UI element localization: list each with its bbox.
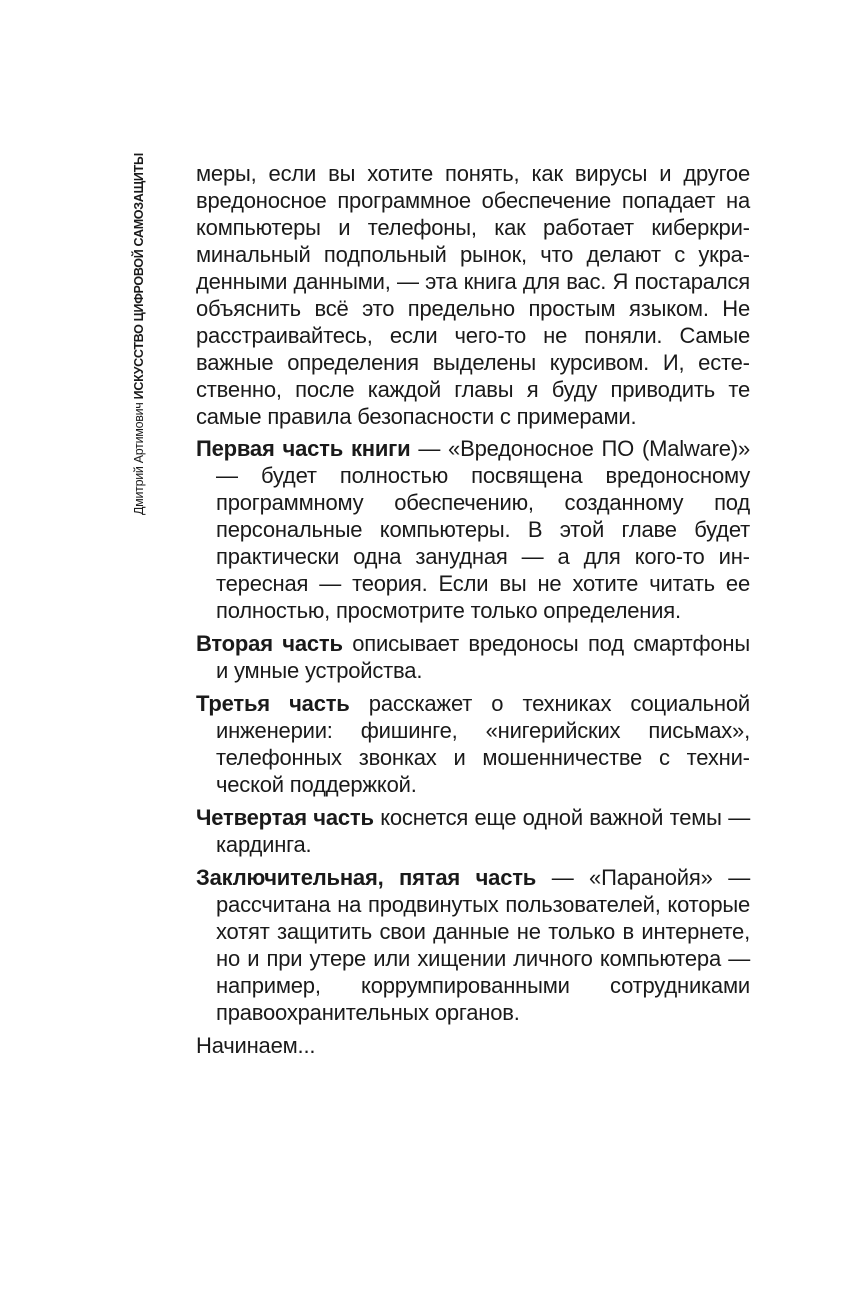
part-four-text: коснется еще одной важной темы — кардинга.	[216, 805, 750, 857]
part-three-paragraph	[196, 690, 750, 798]
part-four-paragraph	[196, 804, 750, 858]
part-one-text: — «Вредоносное ПО (Malware)» — будет полностью посвящена вредоносному программному обеспечению, созданному под персональные компьютеры. В этой главе будет практически одна занудная — а для кого-то интересная — теория. Если вы не хотите читать ее полностью, просмотрите только определения.	[216, 436, 750, 623]
part-two-title: Вторая часть	[196, 631, 343, 656]
part-two-text: описывает вредоносы под смартфоны и умные устройства.	[216, 631, 750, 683]
page-body	[196, 160, 750, 1059]
part-four-title: Четвертая часть	[196, 805, 374, 830]
part-three-title: Третья часть	[196, 691, 350, 716]
part-three-text: расскажет о техниках социальной инженерии: фишинге, «нигерийских письмах», телефонных звонках и мошенничестве с технической поддержкой.	[216, 691, 751, 797]
closing-line: Начинаем...	[196, 1033, 316, 1058]
part-one-paragraph	[196, 435, 750, 624]
intro-paragraph: меры, если вы хотите понять, как вирусы и другое вредоносное программное обеспечение попадает на компьютеры и телефоны, как работает киберкриминальный подпольный рынок, что делают с украденными данными, — эта книга для вас. Я постарался объяснить всё это предельно простым языком. Не расстраивайтесь, если чего-то не поняли. Самые важные определения выделены курсивом. И, естественно, после каждой главы я буду приводить те самые правила безопасности с примерами.	[196, 161, 750, 429]
running-head-author: Дмитрий Артимович	[132, 402, 146, 515]
running-head-book-title: ИСКУССТВО ЦИФРОВОЙ САМОЗАЩИТЫ	[132, 153, 146, 400]
running-head	[129, 155, 149, 515]
part-two-paragraph	[196, 630, 750, 684]
part-one-title: Первая часть книги	[196, 436, 411, 461]
part-five-text: — «Паранойя» — рассчитана на продвинутых пользователей, которые хотят защитить свои данные не только в интернете, но и при утере или хищении личного компьютера — например, коррумпированными сотрудниками правоохранительных органов.	[216, 865, 750, 1025]
part-five-paragraph	[196, 864, 750, 1026]
part-five-title: Заключительная, пятая часть	[196, 865, 537, 890]
